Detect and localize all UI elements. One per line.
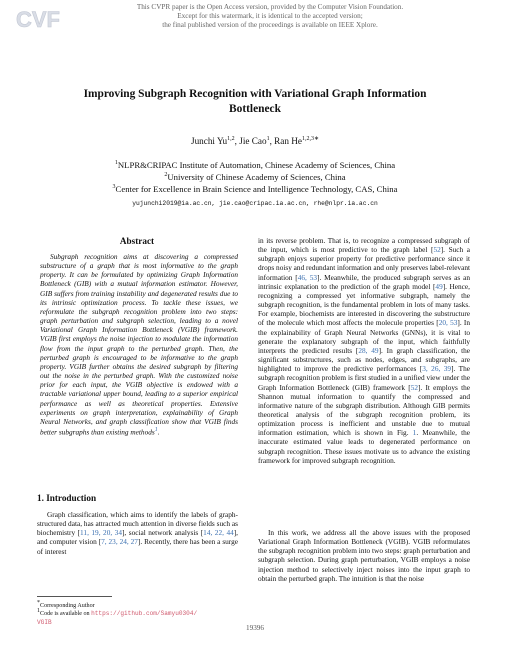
citation-link[interactable]: 7, 23, 24, 27	[101, 537, 138, 547]
author-name: , Ran He	[269, 136, 302, 147]
code-link[interactable]: VGIB	[37, 618, 52, 626]
affiliation-1	[0, 160, 510, 170]
citation-link[interactable]: 46, 53	[297, 272, 318, 282]
text-run: ], and computer vision [	[37, 528, 239, 547]
citation-link[interactable]: 28, 49	[358, 345, 379, 355]
text-run: ]. Hence, recognizing a compressed yet informative subgraph, namely the subgraph recognition, is the fundamental problem in lots of many tasks. For example, biochemists are interested in discovering the substructure of the molecule which most affects the molecule properties [	[258, 281, 470, 328]
cvf-logo	[14, 6, 66, 32]
aff-sup: 2	[164, 172, 168, 179]
author-name: Junchi Yu	[191, 136, 228, 147]
aff-text: University of Chinese Academy of Sciences, China	[167, 172, 346, 182]
citation-link[interactable]: 20, 53	[438, 318, 458, 328]
text-run: in its reverse problem. That is, to recognize a compressed subgraph of the input, which is most predictive to the graph label [	[258, 236, 470, 255]
banner-line-3: the final published version of the proceedings is available on IEEE Xplore.	[162, 21, 378, 29]
citation-link[interactable]: 52	[433, 245, 441, 255]
text-run: Graph classification, which aims to identify the labels of graph-structured data, has attracted much attention in diverse fields such as biochemistry [	[37, 510, 238, 538]
author-sup: 1,2	[227, 136, 235, 142]
text-run: ]. Meanwhile, the produced subgraph serves as an intrinsic explanation to the prediction of the graph model [	[258, 272, 470, 291]
author-list	[0, 135, 510, 146]
text-run: ]. In the explainability of Graph Neural Networks (GNNs), it is vital to generate the explanatory subgraph of the input, which faithfully interprets the predicted results [	[258, 318, 470, 355]
figure-link[interactable]: 1	[412, 428, 417, 438]
footnote-text: Corresponding Author	[40, 603, 95, 610]
citation-link[interactable]: 3, 26, 39	[422, 364, 452, 374]
code-link[interactable]: https://github.com/Samyu0304/	[91, 610, 198, 618]
title-line-2: Bottleneck	[229, 102, 281, 115]
aff-sup: 1	[114, 160, 118, 167]
intro-paragraph	[37, 510, 238, 556]
page-number: 19396	[246, 624, 264, 632]
text-run: ]. The subgraph recognition problem is first studied in a unified view under the Graph Information Bottleneck (GIB) framework [	[258, 364, 470, 392]
author-sup: 1,2,3∗	[301, 136, 319, 142]
text-run: ]. Such a subgraph enjoys superior property for predictive performance since it drops noisy and redundant information and only preserves label-relevant information [	[258, 245, 470, 282]
text-run: ]. It employs the Shannon mutual information to quantify the compressed and informative nature of the subgraph distribution. Although GIB permits theoretical analysis of the subgraph recognition problem, its optimization process is inefficient and unstable due to mutual information estimation, which is shown in Fig.	[258, 382, 471, 438]
text-run: ], social network analysis [	[121, 528, 204, 538]
citation-link[interactable]: 11, 19, 20, 34	[80, 528, 122, 538]
citation-link[interactable]: 14, 22, 44	[203, 528, 234, 538]
aff-text: Center for Excellence in Brain Science and Intelligence Technology, CAS, China	[115, 184, 398, 194]
aff-sup: 3	[112, 184, 116, 191]
right-column-paragraph-1	[258, 236, 470, 465]
title-line-1: Improving Subgraph Recognition with Variational Graph Information	[83, 88, 427, 100]
abstract-text	[40, 252, 238, 437]
citation-link[interactable]: 52	[410, 382, 418, 392]
footnote-mark[interactable]: 1	[154, 426, 158, 433]
banner-line-1: This CVPR paper is the Open Access version, provided by the Computer Vision Foundation.	[136, 3, 404, 11]
footnote-mark: *	[37, 600, 40, 606]
author-sup: 1	[266, 136, 270, 142]
footnote-rule	[37, 596, 112, 597]
abstract-end: .	[157, 427, 160, 437]
right-column-paragraph-2: In this work, we address all the above issues with the proposed Variational Graph Information Bottleneck (VGIB). VGIB reformulates the subgraph recognition problem into two steps: graph perturbation and subgraph selection. During graph perturbation, VGIB employs a noise injection method to selectively inject noises into the input graph to obtain the perturbed graph. The intuition is that the noise	[258, 528, 470, 583]
aff-text: NLPR&CRIPAC Institute of Automation, Chinese Academy of Sciences, China	[117, 160, 396, 170]
section-heading-introduction: 1. Introduction	[37, 493, 97, 503]
author-emails: yujunchi2019@ia.ac.cn, jie.cao@cripac.ia.ac.cn, rhe@nlpr.ia.ac.cn	[132, 200, 378, 207]
citation-link[interactable]: 49	[435, 281, 443, 291]
cvf-logo-text: CVF	[16, 7, 60, 32]
banner-line-2: Except for this watermark, it is identical to the accepted version;	[177, 12, 363, 20]
author-name: , Jie Cao	[234, 136, 267, 147]
text-run: . Meanwhile, the inaccurate estimated value leads to degenerated performance on subgraph recognition. These issues motivate us to advance the existing framework for improved subgraph recognition.	[258, 428, 470, 465]
abstract-body: Subgraph recognition aims at discovering a compressed substructure of a graph that is most informative to the graph property. It can be formulated by optimizing Graph Information Bottleneck (GIB) with a mutual information estimator. However, GIB suffers from training instability and degenerated results due to its intrinsic optimization process. To tackle these issues, we reformulate the subgraph recognition problem into two steps: graph perturbation and subgraph selection, leading to a novel Variational Graph Information Bottleneck (VGIB) framework. VGIB first employs the noise injection to modulate the information flow from the input graph to the perturbed graph. Then, the perturbed graph is encouraged to be informative to the graph property. VGIB further obtains the desired subgraph by filtering out the noise in the perturbed graph. With the customized noise prior for each input, the VGIB objective is endowed with a tractable variational upper bound, leading to a superior empirical performance as well as theoretical properties. Extensive experiments on graph interpretation, explainability of Graph Neural Networks, and graph classification show that VGIB finds better subgraphs than existing methods	[40, 252, 238, 437]
affiliation-3	[0, 184, 510, 194]
text-run: ]. In graph classification, the significant substructures, such as nodes, edges, and subgraphs, are highlighted to improve the predictive performances [	[258, 345, 470, 374]
affiliation-2	[0, 172, 510, 182]
text-run: ]. Recently, there has been a surge of interest	[37, 537, 238, 556]
footnote-text: Code is available on	[40, 611, 92, 618]
paper-title	[40, 87, 470, 116]
abstract-heading: Abstract	[119, 236, 155, 246]
footnote-mark: 1	[37, 608, 40, 614]
